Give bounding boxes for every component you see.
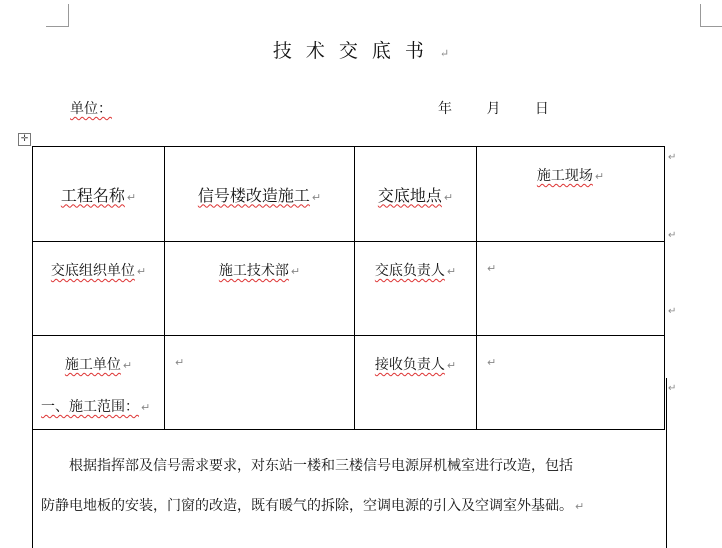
table-move-handle-icon[interactable]: ✛	[18, 133, 31, 146]
table-cell[interactable]: 接收负责人 ↵	[355, 336, 477, 430]
table-cell[interactable]: ↵	[477, 242, 665, 336]
section-heading: 一、施工范围： ↵	[41, 399, 151, 415]
date-month: 月	[486, 101, 501, 117]
section-body: 根据指挥部及信号需求要求，对东站一楼和三楼信号电源屏机械室进行改造，包括 防静电地板的安装，门窗的改造，既有暖气的拆除，空调电源的引入及空调室外基础。 ↵	[41, 458, 585, 514]
row-end-mark-icon: ↵	[668, 306, 677, 317]
table-cell[interactable]: 交底组织单位 ↵	[33, 242, 165, 336]
unit-label-text: 单位：	[70, 101, 112, 117]
content-section[interactable]	[32, 378, 667, 548]
table-cell[interactable]: ↵	[477, 336, 665, 430]
row-end-mark-icon: ↵	[668, 383, 677, 394]
table-cell[interactable]: 工程名称 ↵	[33, 147, 165, 242]
paragraph-mark-icon: ↵	[439, 47, 450, 60]
row-end-mark-icon: ↵	[668, 152, 677, 163]
document-title	[0, 36, 722, 63]
crop-mark-top-left	[46, 4, 69, 27]
table-cell[interactable]: 交底地点 ↵	[355, 147, 477, 242]
table-cell[interactable]: 交底负责人 ↵	[355, 242, 477, 336]
table-cell[interactable]: 施工技术部 ↵	[165, 242, 355, 336]
body-text-line: 防静电地板的安装，门窗的改造，既有暖气的拆除，空调电源的引入及空调室外基础。	[41, 498, 573, 514]
unit-label	[70, 98, 112, 118]
date-day: 日	[534, 101, 549, 117]
date-line	[438, 98, 579, 118]
table-row	[33, 147, 665, 242]
document-title-text: 技术交底书	[272, 40, 438, 62]
table-cell[interactable]: 施工单位 ↵	[33, 336, 165, 430]
table-cell[interactable]: ↵	[165, 336, 355, 430]
body-text-line: 根据指挥部及信号需求要求，对东站一楼和三楼信号电源屏机械室进行改造，包括	[69, 458, 573, 474]
table-cell[interactable]: 施工现场 ↵	[477, 147, 665, 242]
row-end-mark-icon: ↵	[668, 230, 677, 241]
crop-mark-top-right	[700, 4, 722, 27]
date-year: 年	[438, 101, 452, 117]
table-row	[33, 242, 665, 336]
table-cell[interactable]: 信号楼改造施工 ↵	[165, 147, 355, 242]
